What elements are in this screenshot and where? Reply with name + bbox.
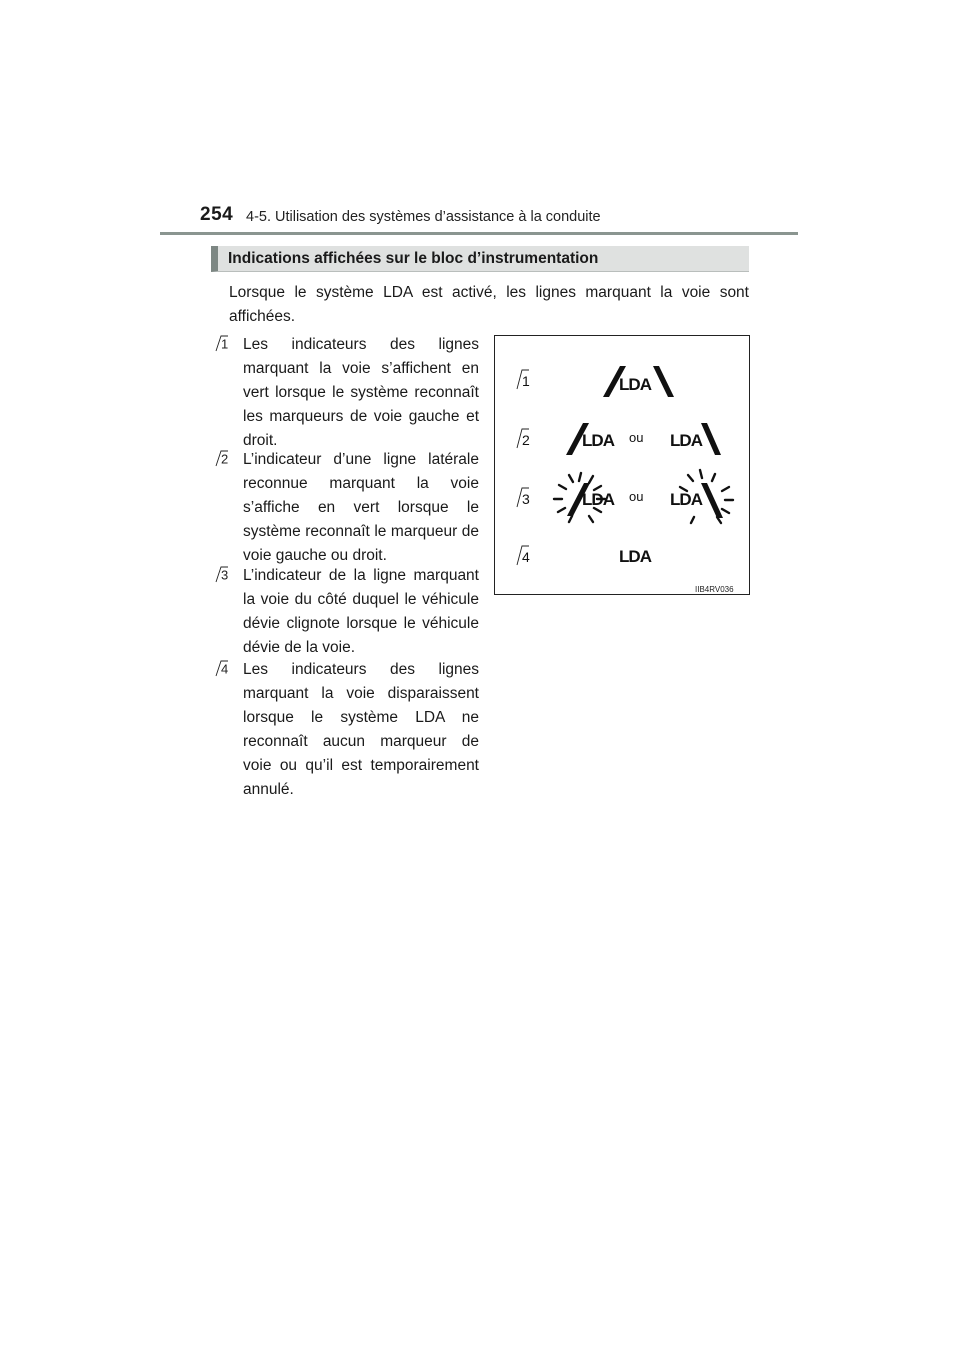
item-number: 3 [221, 567, 229, 583]
row-number: 3 [522, 491, 530, 507]
lane-line-right-icon [701, 423, 721, 455]
item-number-marker [215, 450, 229, 467]
header-rule [160, 232, 798, 235]
item-text: L’indicateur de la ligne marquant la voie du côté duquel le véhicule dévie clignote lorsque le véhicule dévie de la voie. [243, 567, 479, 656]
or-separator: ou [629, 489, 644, 504]
intro-paragraph: Lorsque le système LDA est activé, les lignes marquant la voie sont affichées. [229, 284, 749, 325]
lane-line-right-icon [653, 366, 674, 397]
row-number: 2 [522, 432, 530, 448]
item-text: Les indicateurs des lignes marquant la voie s’affichent en vert lorsque le système reconnaît les marqueurs de voie gauche et droit. [243, 336, 479, 449]
lda-icon-label: LDA [619, 375, 652, 394]
item-number: 4 [221, 661, 229, 677]
lda-icon-label: LDA [619, 547, 652, 566]
item-number-marker [215, 566, 229, 583]
or-separator: ou [629, 430, 644, 445]
lda-icon-label: LDA [670, 490, 703, 509]
lane-line-right-icon [701, 483, 723, 518]
section-heading [211, 246, 749, 272]
item-number: 1 [221, 336, 229, 352]
lda-indicator-figure [494, 335, 750, 595]
figure-code: IIB4RV036 [695, 585, 734, 594]
lda-icon-label: LDA [670, 431, 703, 450]
page-number: 254 [200, 204, 234, 225]
item-text: Les indicateurs des lignes marquant la voie disparaissent lorsque le système LDA ne reconnaît aucun marqueur de voie ou qu’il est temporairement annulé. [243, 661, 479, 798]
chapter-title: 4-5. Utilisation des systèmes d’assistance à la conduite [246, 209, 601, 225]
section-heading-text: Indications affichées sur le bloc d’instrumentation [228, 250, 599, 267]
lda-icon-label: LDA [582, 431, 615, 450]
item-number: 2 [221, 451, 229, 467]
item-number-marker [215, 335, 229, 352]
item-number-marker [215, 660, 229, 677]
lda-icon-label: LDA [582, 490, 615, 509]
item-text: L’indicateur d’une ligne latérale reconnue marquant la voie s’affiche en vert lorsque le système reconnaît le marqueur de voie gauche ou droit. [243, 451, 479, 564]
row-number: 4 [522, 549, 530, 565]
row-number: 1 [522, 373, 530, 389]
